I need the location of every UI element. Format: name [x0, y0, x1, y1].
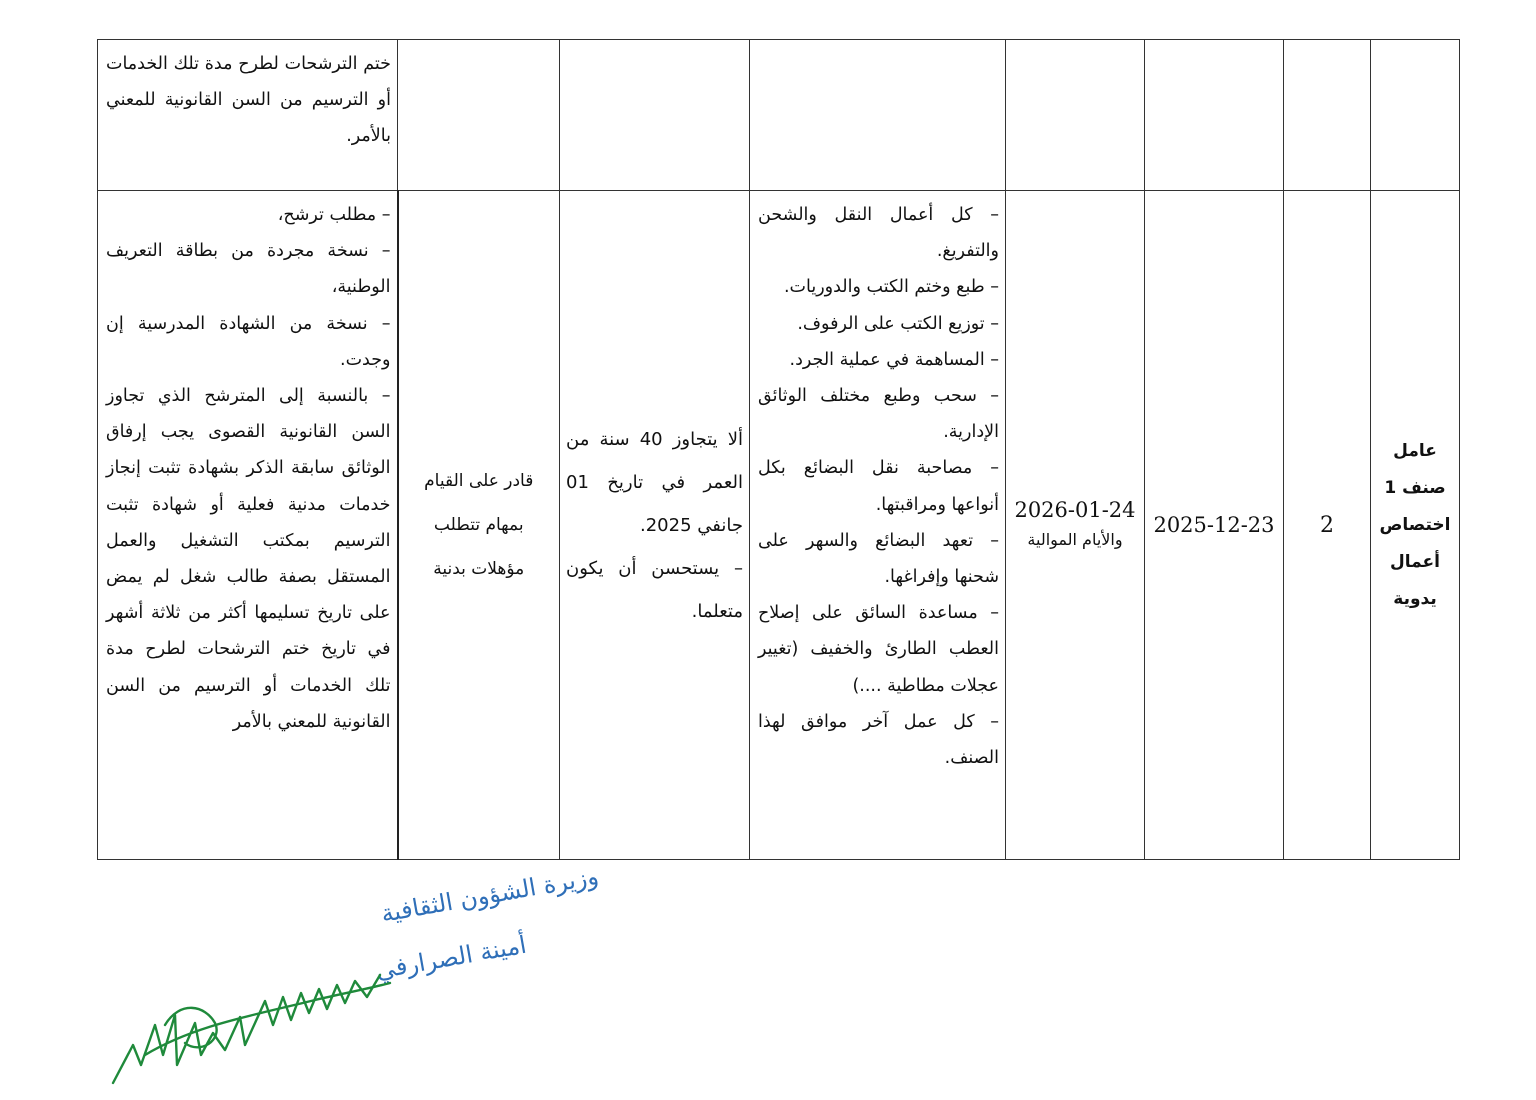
documents-continuation-cell: [98, 40, 398, 191]
registration-start-cell: [1145, 191, 1284, 860]
positions-count: 2: [1320, 512, 1334, 538]
task-item: – سحب وطبع مختلف الوثائق الإدارية.: [758, 386, 999, 443]
positions-count-cell: [1284, 191, 1371, 860]
aptitude-cell: [398, 191, 560, 860]
exam-date-cell: [1006, 191, 1145, 860]
conditions-cell: [560, 191, 750, 860]
grade-line: أعمال: [1390, 551, 1440, 572]
tasks-list: [750, 191, 1005, 776]
documents-list: [98, 191, 397, 740]
exam-date-note: والأيام الموالية: [1027, 530, 1123, 549]
tasks-cell: [750, 191, 1006, 860]
exam-date: 2026-01-24: [1014, 498, 1136, 522]
grade-line: صنف 1: [1384, 477, 1446, 498]
task-item: – مصاحبة نقل البضائع بكل أنواعها ومراقبتها.: [758, 458, 999, 515]
document-item: – بالنسبة إلى المترشح الذي تجاوز السن القانونية القصوى يجب إرفاق الوثائق سابقة الذكر بشهادة تثبت إنجاز خدمات مدنية فعلية أو شهادة تثبت الترسيم بمكتب التشغيل والعمل المستقل بصفة طالب شغل لم يمض على تاريخ تسليمها أكثر من ثلاثة أشهر في تاريخ ختم الترشحات لطرح مدة تلك الخدمات أو الترسيم من السن القانونية للمعني بالأمر: [106, 386, 391, 732]
task-item: – كل أعمال النقل والشحن والتفريغ.: [758, 205, 999, 262]
signature-mark: [113, 975, 380, 1083]
documents-continuation-text: ختم الترشحات لطرح مدة تلك الخدمات أو الترسيم من السن القانونية للمعني بالأمر.: [106, 54, 391, 147]
table-row-manual-worker: [98, 191, 1460, 860]
conditions-list: [560, 418, 749, 633]
grade-line: يدوية: [1393, 588, 1437, 609]
task-item: – المساهمة في عملية الجرد.: [789, 349, 999, 370]
document-item: – نسخة مجردة من بطاقة التعريف الوطنية،: [106, 241, 391, 298]
task-item: – كل عمل آخر موافق لهذا الصنف.: [758, 711, 999, 769]
grade-line: عامل: [1393, 440, 1437, 461]
aptitude-text: قادر على القيام بمهام تتطلب مؤهلات بدنية: [424, 471, 534, 579]
stamp-line-2: أمينة الصرارفي: [373, 930, 529, 985]
signature-underline: [145, 983, 390, 1055]
document-item: – نسخة من الشهادة المدرسية إن وجدت.: [106, 313, 391, 370]
grade-cell: [1371, 191, 1460, 860]
grade-line: اختصاص: [1379, 514, 1451, 535]
recruitment-table: [97, 39, 1460, 860]
document-item: – مطلب ترشح،: [277, 205, 391, 225]
stamp-line-1: وزيرة الشؤون الثقافية: [378, 862, 601, 928]
task-item: – توزيع الكتب على الرفوف.: [797, 313, 999, 334]
registration-start-date: 2025-12-23: [1153, 513, 1275, 537]
task-item: – طبع وختم الكتب والدوريات.: [783, 277, 999, 298]
table-row-continuation: [98, 40, 1460, 191]
condition-item: – يستحسن أن يكون متعلما.: [566, 557, 743, 622]
ministry-stamp-signature: [105, 862, 601, 1095]
task-item: – مساعدة السائق على إصلاح العطب الطارئ والخفيف (تغيير عجلات مطاطية ....): [758, 603, 999, 696]
documents-cell: [98, 191, 398, 860]
condition-item: ألا يتجاوز 40 سنة من العمر في تاريخ 01 جانفي 2025.: [566, 428, 743, 536]
task-item: – تعهد البضائع والسهر على شحنها وإفراغها.: [758, 530, 999, 588]
